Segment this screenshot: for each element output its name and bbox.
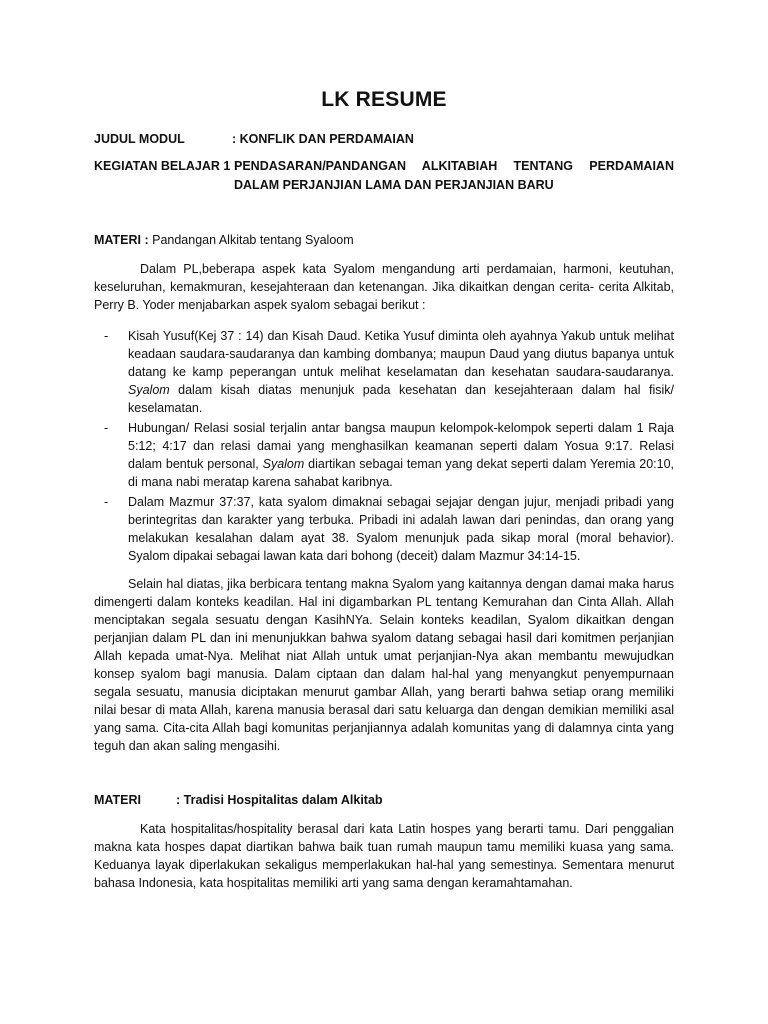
- kegiatan-belajar-value: PENDASARAN/PANDANGAN ALKITABIAH TENTANG PERDAMAIAN DALAM PERJANJIAN LAMA DAN PERJANJIAN BARU: [234, 159, 674, 192]
- list-dash: -: [104, 420, 109, 435]
- bullet-1-italic: Syalom: [128, 382, 170, 397]
- materi-2-label: MATERI: [94, 792, 141, 807]
- bullet-1-text-end: dalam kisah diatas menunjuk pada kesehatan dan kesejahteraan dalam hal fisik/ keselamatan.: [128, 382, 674, 415]
- list-item: [94, 419, 674, 491]
- materi-1-heading: [94, 231, 674, 250]
- judul-modul-label: JUDUL MODUL: [94, 132, 185, 146]
- bullet-1-text: Kisah Yusuf(Kej 37 : 14) dan Kisah Daud. Ketika Yusuf diminta oleh ayahnya Yakub untuk melihat keadaan saudara-saudaranya dan kambing dombanya; maupun Daud yang diutus bapanya untuk datang ke kamp peperangan untuk melihat keselamatan dan kesehatan saudara-saudaranya.: [128, 328, 674, 379]
- list-item: [94, 493, 674, 565]
- materi-2-heading: [94, 791, 674, 810]
- bullet-2-text: Hubungan/ Relasi sosial terjalin antar bangsa maupun kelompok-kelompok seperti dalam 1 Raja 5:12; 4:17 dan relasi damai yang menghasilkan keamanan seperti dalam Yosua 9:17. Relasi dalam bentuk personal,: [128, 420, 674, 471]
- document-page: [94, 88, 674, 904]
- bullet-2-text-end: diartikan sebagai teman yang dekat seperti dalam Yeremia 20:10, di mana nabi meratap karena sahabat karibnya.: [128, 456, 675, 489]
- materi-1-label: MATERI :: [94, 233, 149, 247]
- paragraph-2: Selain hal diatas, jika berbicara tentang makna Syalom yang kaitannya dengan damai maka harus dimengerti dalam konteks keadilan. Hal ini digambarkan PL tentang Kemurahan dan Cinta Allah. Allah menciptakan segala sesuatu dengan KasihNYa. Selain konteks keadilan, Syalom dikaitkan dengan perjanjian dalam PL dan ini menunjukkan bahwa syalom datang sebagai hasil dari komitmen perjanjian Allah kepada umat-Nya. Melihat niat Allah untuk umat perjanjian-Nya akan membantu mewujudkan konsep syalom bagi manusia. Dalam ciptaan dan dalam hal-hal yang menyangkut penyempurnaan segala sesuatu, manusia diciptakan menurut gambar Allah, yang berarti bahwa setiap orang memiliki nilai besar di mata Allah, karena manusia berasal dari satu keluarga dan dengan demikian memiliki asal yang sama. Cita-cita Allah bagi komunitas perjanjiannya adalah komunitas yang di dalamnya cinta yang teguh dan akan saling mengasihi.: [94, 576, 674, 753]
- paragraph-1: Dalam PL,beberapa aspek kata Syalom mengandung arti perdamaian, harmoni, keutuhan, keseluruhan, kemakmuran, kesejahteraan dan ketenangan. Jika dikaitkan dengan cerita- cerita Alkitab, Perry B. Yoder menjabarkan aspek syalom sebagai berikut :: [94, 262, 674, 312]
- kegiatan-belajar-block: [94, 157, 674, 195]
- syalom-aspects-list: [94, 327, 674, 565]
- kegiatan-belajar-label: KEGIATAN BELAJAR 1 :: [94, 159, 238, 173]
- bullet-3-text: Dalam Mazmur 37:37, kata syalom dimaknai sebagai sejajar dengan jujur, menjadi pribadi yang berintegritas dan karakter yang terbuka. Pribadi ini adalah lawan dari penindas, dan orang yang melakukan kesalahan dalam ayat 38. Syalom menunjuk pada sikap moral (moral behavior). Syalom dipakai sebagai lawan kata dari bohong (deceit) dalam Mazmur 34:14-15.: [128, 494, 674, 563]
- bullet-2-italic: Syalom: [262, 456, 305, 471]
- judul-modul-row: [94, 130, 674, 149]
- materi-1-title: Pandangan Alkitab tentang Syaloom: [152, 233, 354, 247]
- document-title: LK RESUME: [321, 88, 447, 111]
- list-dash: -: [104, 328, 109, 343]
- judul-modul-value: : KONFLIK DAN PERDAMAIAN: [232, 132, 414, 146]
- materi-2-title: : Tradisi Hospitalitas dalam Alkitab: [176, 792, 383, 807]
- list-item: [94, 327, 674, 417]
- list-dash: -: [104, 494, 109, 509]
- paragraph-3: Kata hospitalitas/hospitality berasal dari kata Latin hospes yang berarti tamu. Dari penggalian makna kata hospes dapat diartikan bahwa baik tuan rumah maupun tamu memiliki kuasa yang sama. Keduanya layak diperlakukan sekaligus memperlakukan hal-hal yang semestinya. Sementara menurut bahasa Indonesia, kata hospitalitas memiliki arti yang sama dengan keramahtamahan.: [94, 821, 674, 890]
